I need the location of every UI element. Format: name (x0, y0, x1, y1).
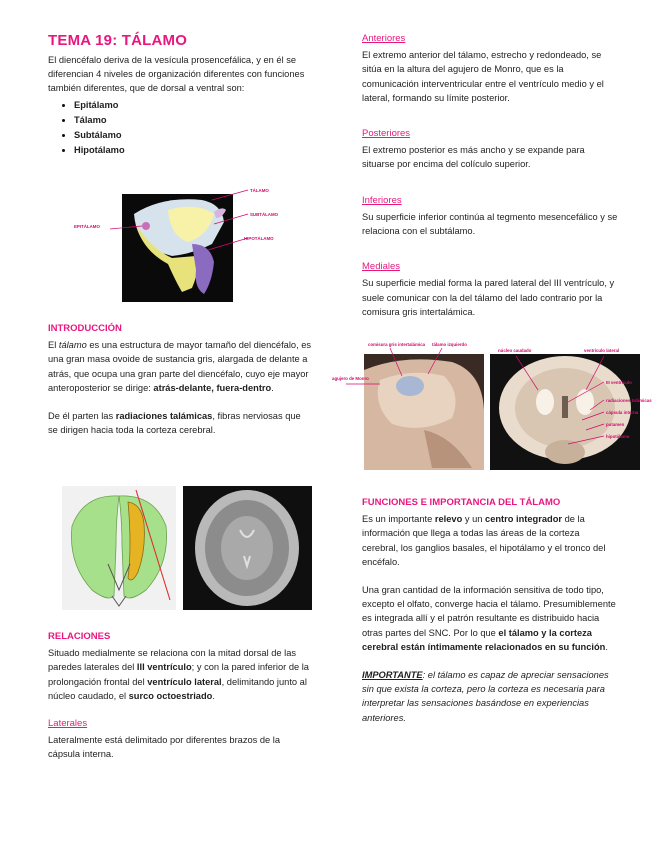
label-talamo-izq: tálamo izquierdo (432, 342, 467, 347)
introduccion-paragraph-2: De él parten las radiaciones talámicas, fibras nerviosas que se dirigen hacia toda la corteza cerebral. (48, 411, 301, 436)
list-item: • Epitálamo (74, 98, 312, 113)
label-hipotalamo: HIPOTÁLAMO (244, 236, 274, 241)
anteriores-heading: Anteriores (362, 33, 406, 44)
page-title: TEMA 19: TÁLAMO (48, 32, 188, 49)
label-comisura: comisura gris intertalámica (368, 342, 426, 347)
levels-list (48, 98, 312, 158)
list-item: • Subtálamo (74, 128, 312, 143)
funciones-paragraph-1: Es un importante relevo y un centro integrador de la información que llega a todas las áreas de la corteza cerebral, los ganglios basales, el hipotálamo y el tronco del encéfalo. (362, 514, 606, 567)
relaciones-heading: RELACIONES (48, 631, 111, 642)
intro-paragraph: El diencéfalo deriva de la vesícula prosencefálica, y en él se diferencian 4 niveles de organización diferentes con funciones también diferentes, que de dorsal a ventral son: (48, 55, 305, 94)
funciones-heading: FUNCIONES E IMPORTANCIA DEL TÁLAMO (362, 497, 561, 508)
label-caudado: núcleo caudado (498, 348, 532, 353)
label-epitalamo: EPITÁLAMO (74, 224, 100, 229)
mediales-heading: Mediales (362, 261, 401, 273)
posteriores-paragraph: El extremo posterior es más ancho y se expande para situarse por encima del colículo superior. (362, 145, 585, 170)
right-column (362, 32, 618, 319)
posteriores-heading: Posteriores (362, 128, 411, 140)
label-iii-ventriculo: III ventrículo (606, 380, 632, 385)
label-capsula: cápsula interna (606, 410, 639, 415)
funciones-section (362, 496, 618, 725)
funciones-paragraph-2: Una gran cantidad de la información sensitiva de todo tipo, excepto el olfato, converge hacia el tálamo. Presumiblemente es integrada allí y el patrón resultante es distribuido hacia otras partes del SNC. Por lo que el tálamo y la corteza cerebral están íntimamente relacionados en su función. (362, 585, 616, 652)
inferiores-heading: Inferiores (362, 194, 402, 206)
left-column (48, 32, 312, 158)
introduccion-heading: INTRODUCCIÓN (48, 323, 122, 334)
label-hipotalamo-2: hipotálamo (606, 434, 630, 439)
importante-note: IMPORTANTE: el tálamo es capaz de apreciar sensaciones sin que exista la corteza, pero la corteza es necesaria para interpretar las sensaciones basándose en experiencias anteriores. (362, 670, 609, 723)
anteriores-paragraph: El extremo anterior del tálamo, estrecho y redondeado, se sitúa en la altura del agujero de Monro, que es la comunicación interventricular entre el ventrículo medio y el lateral, formando su límite posterior. (362, 50, 604, 103)
thalamus-figures (62, 486, 312, 610)
label-agujero-monro: agujero de Monro (332, 376, 369, 381)
inferiores-paragraph: Su superficie inferior continúa al tegmento mesencefálico y se relaciona con el subtálamo. (362, 211, 618, 237)
introduccion-section (48, 322, 312, 437)
label-radiaciones: radiaciones talámicas (606, 398, 652, 403)
list-item: • Tálamo (74, 113, 312, 128)
relaciones-paragraph: Situado medialmente se relaciona con la mitad dorsal de las paredes laterales del III ventrículo; y con la pared inferior de la prolongación frontal del ventrículo lateral, delimitando junto al núcleo caudado, el surco octoestriado. (48, 648, 309, 701)
introduccion-paragraph-1: El tálamo es una estructura de mayor tamaño del diencéfalo, es una gran masa ovoide de sustancia gris, alargada de delante a atrás, que ocupa una gran parte del diencéfalo, cuyo eje mayor anteroposterior se dirige: atrás-delante, fuera-dentro. (48, 340, 312, 393)
diencephalon-diagram (72, 184, 312, 304)
relaciones-section (48, 630, 312, 762)
laterales-heading: Laterales (48, 718, 88, 730)
list-item: • Hipotálamo (74, 143, 312, 158)
label-subtalamo: SUBTÁLAMO (250, 212, 279, 217)
label-putamen: putamen (606, 422, 625, 427)
laterales-paragraph: Lateralmente está delimitado por diferentes brazos de la cápsula interna. (48, 735, 281, 760)
label-ventriculo-lateral: ventrículo lateral (584, 348, 620, 353)
brain-sections-figure (332, 340, 652, 470)
label-talamo: TÁLAMO (250, 188, 269, 193)
mediales-paragraph: Su superficie medial forma la pared lateral del III ventrículo, y suele comunicar con la del tálamo del lado contrario por la comisura gris intertalámica. (362, 278, 615, 317)
